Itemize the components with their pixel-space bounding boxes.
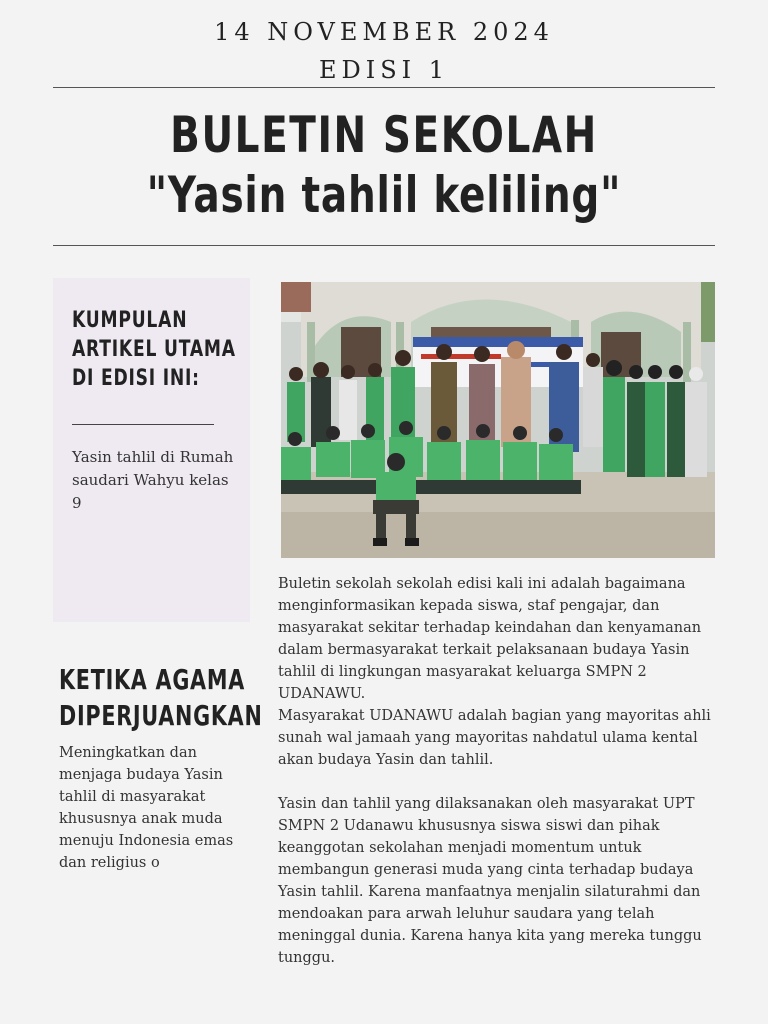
- group-photo: [281, 282, 715, 558]
- header-rule-bottom: [53, 245, 715, 246]
- page-subtitle: "Yasin tahlil keliling": [146, 166, 622, 224]
- sidebar-text: Meningkatkan dan menjaga budaya Yasin tahlil di masyarakat khususnya anak muda menuju Indonesia emas dan religius o: [59, 745, 234, 871]
- group-photo-illustration: [281, 282, 715, 558]
- toc-heading: KUMPULAN ARTIKEL UTAMA DI EDISI INI:: [72, 308, 236, 391]
- issue-edition: EDISI 1: [318, 56, 450, 84]
- page-title: BULETIN SEKOLAH: [170, 106, 598, 164]
- toc-item: Yasin tahlil di Rumah saudari Wahyu kelas 9: [72, 448, 234, 512]
- toc-divider: [72, 424, 214, 425]
- main-article: [278, 573, 718, 969]
- sidebar-heading: KETIKA AGAMA DIPERJUANGKAN: [59, 663, 263, 732]
- header-rule-top: [53, 87, 715, 88]
- toc-box: [53, 278, 250, 622]
- article-paragraph-2: Masyarakat UDANAWU adalah bagian yang mayoritas ahli sunah wal jamaah yang mayoritas nahdatul ulama kental akan budaya Yasin dan tahlil.: [278, 708, 711, 768]
- article-paragraph-3: Yasin dan tahlil yang dilaksanakan oleh masyarakat UPT SMPN 2 Udanawu khususnya siswa siswi dan pihak keanggotan sekolahan menjadi momentum untuk membangun generasi muda yang cinta terhadap budaya Yasin tahlil. Karena manfaatnya menjalin silaturahmi dan mendoakan para arwah leluhur saudara yang telah meninggal dunia. Karena hanya kita yang mereka tunggu tunggu.: [278, 796, 702, 966]
- paragraph-gap: [278, 771, 718, 793]
- article-paragraph-1: Buletin sekolah sekolah edisi kali ini adalah bagaimana menginformasikan kepada siswa, staf pengajar, dan masyarakat sekitar terhadap keindahan dan kenyamanan dalam bermasyarakat terkait pelaksanaan budaya Yasin tahlil di lingkungan masyarakat keluarga SMPN 2 UDANAWU.: [278, 576, 702, 702]
- issue-date: 14 NOVEMBER 2024: [214, 18, 554, 46]
